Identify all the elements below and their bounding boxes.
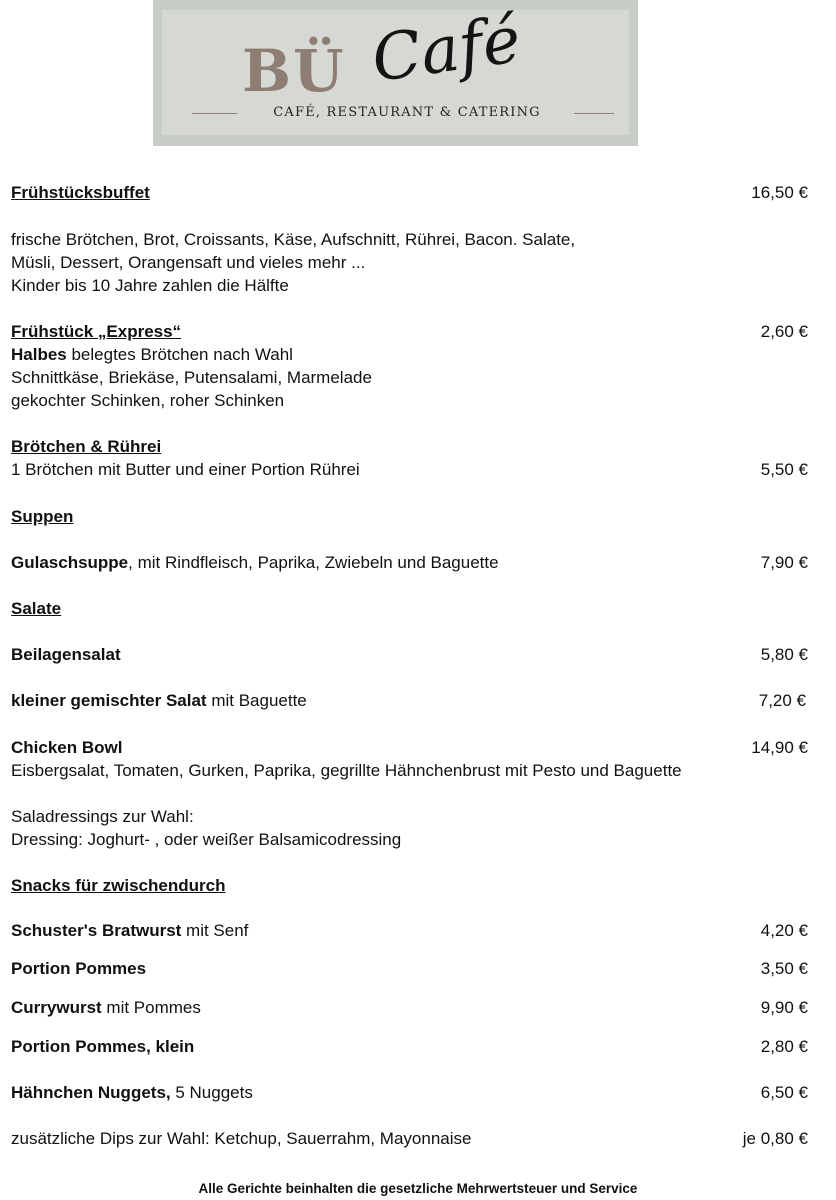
- section-title-broetchen: Brötchen & Rührei: [11, 437, 162, 456]
- price-currywurst: 9,90 €: [760, 998, 808, 1017]
- logo-panel: [162, 3, 629, 135]
- dressing-intro: Saladressings zur Wahl:: [11, 807, 194, 826]
- item-name: Hähnchen Nuggets,: [11, 1083, 171, 1102]
- price-nuggets: 6,50 €: [760, 1083, 808, 1102]
- logo-subtitle: CAFÉ, RESTAURANT & CATERING: [273, 105, 541, 120]
- logo-rule-right: [574, 113, 614, 114]
- item-beilagensalat: Beilagensalat: [11, 645, 121, 664]
- logo: [153, 0, 638, 146]
- buffet-desc-line: Kinder bis 10 Jahre zahlen die Hälfte: [11, 276, 289, 295]
- item-name: Schuster's Bratwurst: [11, 921, 182, 940]
- section-title-express: Frühstück „Express“: [11, 322, 182, 341]
- logo-bu: BÜ: [242, 37, 346, 105]
- price-pommes: 3,50 €: [760, 959, 808, 978]
- price-bratwurst: 4,20 €: [760, 921, 808, 940]
- logo-cafe: Café: [367, 3, 526, 97]
- price-express: 2,60 €: [760, 322, 808, 341]
- item-gulaschsuppe: [11, 551, 808, 574]
- item-desc: 5 Nuggets: [170, 1083, 253, 1102]
- item-pommes: Portion Pommes: [11, 959, 147, 978]
- express-line-1: [11, 343, 808, 366]
- price-fruehstuecksbuffet: 16,50 €: [751, 183, 808, 202]
- item-gemischter-salat: [11, 689, 808, 712]
- item-name: Gulaschsuppe: [11, 553, 129, 572]
- item-desc: mit Pommes: [101, 998, 201, 1017]
- item-desc: mit Baguette: [206, 691, 307, 710]
- buffet-desc-line: frische Brötchen, Brot, Croissants, Käse, Aufschnitt, Rührei, Bacon. Salate,: [11, 230, 576, 249]
- express-line: gekochter Schinken, roher Schinken: [11, 391, 285, 410]
- section-title-suppen: Suppen: [11, 507, 74, 526]
- item-nuggets: [11, 1081, 808, 1104]
- item-desc: mit Senf: [181, 921, 249, 940]
- broetchen-line: 1 Brötchen mit Butter und einer Portion Rührei: [11, 460, 360, 479]
- price-pommes-klein: 2,80 €: [760, 1037, 808, 1056]
- section-title-snacks: Snacks für zwischendurch: [11, 876, 226, 895]
- item-name: kleiner gemischter Salat: [11, 691, 207, 710]
- item-chicken-bowl: Chicken Bowl: [11, 738, 123, 757]
- price-chicken-bowl: 14,90 €: [751, 738, 808, 757]
- price-beilagensalat: 5,80 €: [760, 645, 808, 664]
- chicken-bowl-desc: Eisbergsalat, Tomaten, Gurken, Paprika, gegrillte Hähnchenbrust mit Pesto und Baguette: [11, 761, 682, 780]
- express-rest: belegtes Brötchen nach Wahl: [66, 345, 293, 364]
- section-title-salate: Salate: [11, 599, 62, 618]
- price-gemischter-salat: 7,20 €: [758, 691, 806, 710]
- express-bold: Halbes: [11, 345, 67, 364]
- footer-note: Alle Gerichte beinhalten die gesetzliche Mehrwertsteuer und Service: [198, 1181, 638, 1196]
- item-pommes-klein: Portion Pommes, klein: [11, 1037, 195, 1056]
- item-currywurst: [11, 996, 808, 1019]
- section-title-fruehstuecksbuffet: Frühstücksbuffet: [11, 183, 150, 202]
- item-desc: , mit Rindfleisch, Paprika, Zwiebeln und Baguette: [128, 553, 499, 572]
- price-dips: je 0,80 €: [742, 1129, 808, 1148]
- item-dips: zusätzliche Dips zur Wahl: Ketchup, Sauerrahm, Mayonnaise: [11, 1129, 472, 1148]
- price-gulaschsuppe: 7,90 €: [760, 553, 808, 572]
- item-name: Currywurst: [11, 998, 102, 1017]
- logo-rule-left: [192, 113, 237, 114]
- price-broetchen: 5,50 €: [760, 460, 808, 479]
- dressing-options: Dressing: Joghurt- , oder weißer Balsamicodressing: [11, 830, 402, 849]
- buffet-desc-line: Müsli, Dessert, Orangensaft und vieles mehr ...: [11, 253, 366, 272]
- item-bratwurst: [11, 919, 808, 942]
- express-line: Schnittkäse, Briekäse, Putensalami, Marmelade: [11, 368, 372, 387]
